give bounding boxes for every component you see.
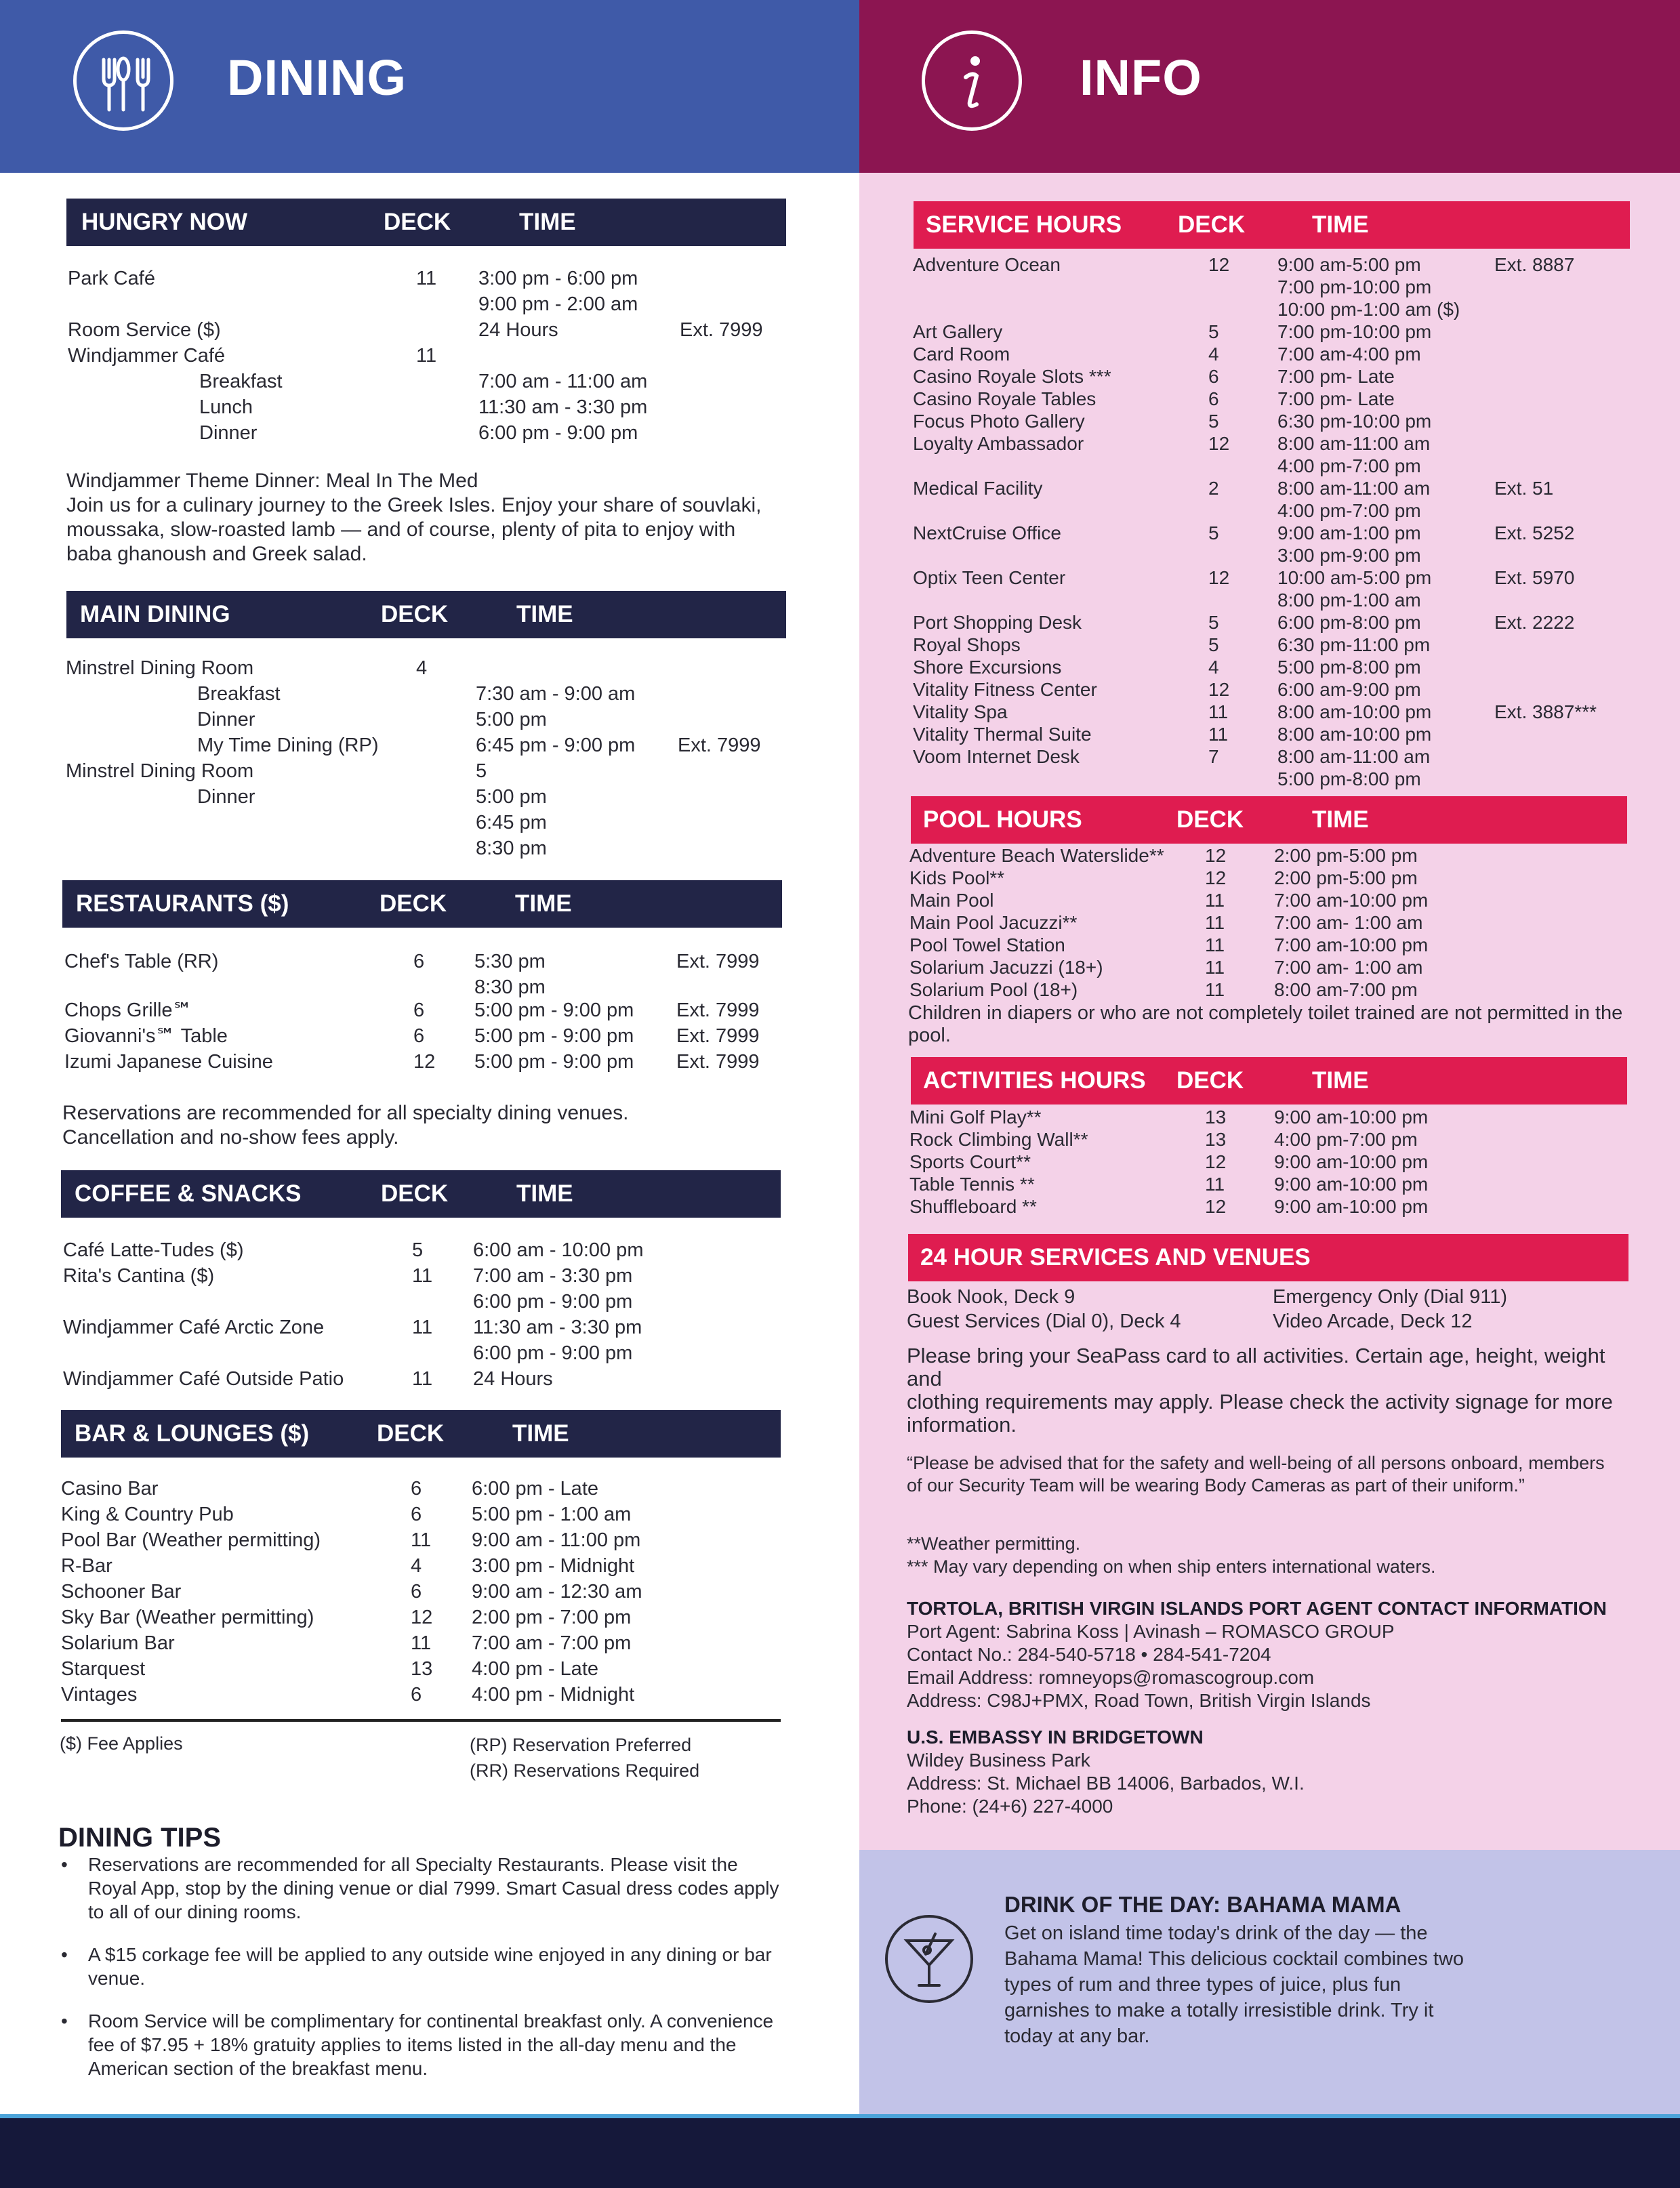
bars-name: Vintages [61, 1684, 138, 1706]
service-hours-time: 8:00 am-10:00 pm [1277, 701, 1432, 722]
bars-deck: 6 [411, 1684, 422, 1706]
service-hours-name: Royal Shops [913, 634, 1021, 655]
coffee-snacks-deck: 11 [412, 1317, 433, 1338]
service-hours-time: 7:00 pm- Late [1277, 366, 1395, 387]
service-hours-time: 9:00 am-1:00 pm [1277, 522, 1421, 543]
activities-hours-deck: 12 [1205, 1196, 1227, 1217]
coffee-snacks-name: Windjammer Café Outside Patio [63, 1368, 344, 1390]
pool-hours-header: POOL HOURS DECK TIME [911, 796, 1627, 844]
service-hours-time: 5:00 pm-8:00 pm [1277, 768, 1421, 789]
activities-hours-time: 9:00 am-10:00 pm [1274, 1196, 1429, 1217]
restaurants-ext: Ext. 7999 [676, 951, 760, 972]
activities-hours-time: 9:00 am-10:00 pm [1274, 1174, 1429, 1195]
pool-hours-time: 7:00 am-10:00 pm [1274, 890, 1429, 911]
service-hours-time: 7:00 am-4:00 pm [1277, 344, 1421, 365]
restaurants-time: 8:30 pm [474, 976, 546, 998]
info-icon [922, 30, 1022, 131]
restaurants-time: 5:00 pm - 9:00 pm [474, 1051, 634, 1073]
utensils-icon [73, 30, 173, 131]
service-hours-name: Voom Internet Desk [913, 746, 1080, 767]
port-agent-title: TORTOLA, BRITISH VIRGIN ISLANDS PORT AGENT CONTACT INFORMATION [907, 1598, 1607, 1619]
pool-hours-name: Solarium Jacuzzi (18+) [909, 957, 1103, 978]
bars-time: 3:00 pm - Midnight [472, 1555, 635, 1577]
legend-rp: (RP) Reservation Preferred [470, 1735, 692, 1755]
service-hours-name: Focus Photo Gallery [913, 411, 1085, 432]
service-hours-name: Vitality Thermal Suite [913, 724, 1092, 745]
restaurants-deck: 6 [413, 951, 425, 972]
port-agent-email: Email Address: romneyops@romascogroup.com [907, 1667, 1315, 1688]
coffee-snacks-deck: 11 [412, 1368, 433, 1390]
activities-hours-time: 4:00 pm-7:00 pm [1274, 1129, 1418, 1150]
service-hours-deck: 4 [1208, 344, 1219, 365]
bars-name: Starquest [61, 1658, 146, 1680]
bars-name: Solarium Bar [61, 1632, 175, 1654]
hungry-now-deck: 11 [416, 345, 437, 367]
dining-tips-list [58, 1853, 790, 2099]
hungry-now-time: 11:30 am - 3:30 pm [478, 396, 648, 418]
restaurants-time: 5:30 pm [474, 951, 546, 972]
service-hours-deck: 5 [1208, 522, 1219, 543]
service-hours-deck: 12 [1208, 567, 1230, 588]
service-hours-deck: 6 [1208, 388, 1219, 409]
main-dining-time: 5:00 pm [476, 786, 547, 808]
bars-deck: 4 [411, 1555, 422, 1577]
hungry-now-name: Lunch [199, 396, 253, 418]
pool-hours-time: 7:00 am- 1:00 am [1274, 912, 1423, 933]
pool-hours-name: Pool Towel Station [909, 934, 1065, 955]
dining-banner [0, 0, 859, 173]
cancellation-note: Cancellation and no-show fees apply. [62, 1126, 399, 1149]
bars-time: 4:00 pm - Late [472, 1658, 598, 1680]
pool-hours-deck: 11 [1205, 934, 1225, 955]
pool-hours-time: 2:00 pm-5:00 pm [1274, 867, 1418, 888]
service-hours-time: 7:00 pm- Late [1277, 388, 1395, 409]
theme-dinner-text: Join us for a culinary journey to the Greek Isles. Enjoy your share of souvlaki, moussaka, slow-roasted lamb — and of course, plenty of pita to enjoy with baba ghanoush and Greek salad. [66, 494, 762, 565]
activities-hours-name: Sports Court** [909, 1151, 1031, 1172]
service-hours-deck: 5 [1208, 411, 1219, 432]
port-agent-name: Port Agent: Sabrina Koss | Avinash – ROMASCO GROUP [907, 1621, 1395, 1642]
service-hours-name: Shore Excursions [913, 657, 1062, 678]
pool-hours-deck: 11 [1205, 890, 1225, 911]
service-hours-name: Medical Facility [913, 478, 1043, 499]
service-hours-deck: 4 [1208, 657, 1219, 678]
bars-time: 2:00 pm - 7:00 pm [472, 1607, 632, 1628]
coffee-snacks-time: 6:00 am - 10:00 pm [473, 1239, 644, 1261]
coffee-snacks-time: 11:30 am - 3:30 pm [473, 1317, 642, 1338]
main-dining-time: 8:30 pm [476, 838, 547, 859]
legend-rr: (RR) Reservations Required [470, 1760, 700, 1781]
drink-text: Get on island time today's drink of the day — the Bahama Mama! This delicious cocktail combines two types of rum and three types of juice, plus fun garnishes to make a totally irresistible drink. Try it today at any bar. [1004, 1922, 1464, 2047]
bars-time: 9:00 am - 12:30 am [472, 1581, 642, 1603]
service-hours-ext: Ext. 51 [1494, 478, 1554, 499]
service-hours-time: 6:30 pm-11:00 pm [1277, 634, 1431, 655]
pool-hours-time: 8:00 am-7:00 pm [1274, 979, 1418, 1000]
pool-hours-name: Solarium Pool (18+) [909, 979, 1078, 1000]
service-hours-time: 7:00 pm-10:00 pm [1277, 321, 1432, 342]
hungry-now-header: HUNGRY NOW DECK TIME [66, 199, 786, 246]
hungry-now-deck: 11 [416, 268, 437, 289]
bars-name: King & Country Pub [61, 1504, 234, 1525]
main-dining-name: Breakfast [197, 683, 281, 705]
reservations-note: Reservations are recommended for all specialty dining venues. [62, 1102, 629, 1124]
service-hours-time: 9:00 am-5:00 pm [1277, 254, 1421, 275]
service-hours-name: Casino Royale Tables [913, 388, 1097, 409]
restaurants-ext: Ext. 7999 [676, 1051, 760, 1073]
service-hours-deck: 12 [1208, 679, 1230, 700]
hungry-now-name: Dinner [199, 422, 258, 444]
pool-note: Children in diapers or who are not completely toilet trained are not permitted in the pool. [908, 1002, 1623, 1046]
service-hours-name: NextCruise Office [913, 522, 1061, 543]
info-banner [859, 0, 1680, 173]
bars-time: 4:00 pm - Midnight [472, 1684, 635, 1706]
restaurants-time: 5:00 pm - 9:00 pm [474, 999, 634, 1021]
bars-time: 6:00 pm - Late [472, 1478, 598, 1500]
service-hours-name: Vitality Fitness Center [913, 679, 1097, 700]
hungry-now-time: 7:00 am - 11:00 am [478, 371, 648, 392]
restaurants-name: Izumi Japanese Cuisine [64, 1051, 273, 1073]
coffee-snacks-time: 6:00 pm - 9:00 pm [473, 1291, 633, 1313]
coffee-snacks-time: 7:00 am - 3:30 pm [473, 1265, 633, 1287]
hungry-now-name: Windjammer Café [68, 345, 226, 367]
main-dining-name: Minstrel Dining Room [66, 760, 254, 782]
service-hours-time: 10:00 pm-1:00 am ($) [1277, 299, 1460, 320]
bars-deck: 12 [411, 1607, 433, 1628]
service-hours-time: 4:00 pm-7:00 pm [1277, 455, 1421, 476]
pool-hours-time: 7:00 am-10:00 pm [1274, 934, 1429, 955]
main-dining-header: MAIN DINING DECK TIME [66, 591, 786, 638]
bars-deck: 13 [411, 1658, 433, 1680]
seapass-note-2: clothing requirements may apply. Please check the activity signage for more information. [907, 1390, 1613, 1437]
coffee-snacks-deck: 11 [412, 1265, 433, 1287]
activities-hours-name: Mini Golf Play** [909, 1107, 1042, 1128]
service-hours-time: 7:00 pm-10:00 pm [1277, 276, 1432, 297]
embassy-title: U.S. EMBASSY IN BRIDGETOWN [907, 1727, 1204, 1748]
main-dining-time: 7:30 am - 9:00 am [476, 683, 636, 705]
activities-hours-name: Table Tennis ** [909, 1174, 1035, 1195]
activities-hours-name: Shuffleboard ** [909, 1196, 1037, 1217]
hungry-now-time: 6:00 pm - 9:00 pm [478, 422, 638, 444]
pool-hours-deck: 11 [1205, 979, 1225, 1000]
dining-tip: • Reservations are recommended for all Specialty Restaurants. Please visit the Royal App, stop by the dining venue or dial 7999. Smart Casual dress codes apply to all of our dining rooms. [58, 1853, 790, 1924]
coffee-snacks-time: 6:00 pm - 9:00 pm [473, 1342, 633, 1364]
service-hours-time: 8:00 am-11:00 am [1277, 746, 1431, 767]
coffee-snacks-deck: 5 [412, 1239, 424, 1261]
pool-hours-deck: 12 [1205, 845, 1227, 866]
main-dining-time: 6:45 pm - 9:00 pm [476, 735, 636, 756]
info-title: INFO [1080, 49, 1202, 106]
restaurants-deck: 6 [413, 999, 425, 1021]
security-note: “Please be advised that for the safety and well-being of all persons onboard, members of our Security Team will be wearing Body Cameras as part of their uniform.” [907, 1453, 1605, 1495]
service-hours-name: Port Shopping Desk [913, 612, 1082, 633]
pool-hours-time: 2:00 pm-5:00 pm [1274, 845, 1418, 866]
coffee-snacks-name: Rita's Cantina ($) [63, 1265, 215, 1287]
pool-hours-deck: 11 [1205, 957, 1225, 978]
service-hours-name: Art Gallery [913, 321, 1003, 342]
services-24-header: 24 HOUR SERVICES AND VENUES [908, 1234, 1628, 1281]
main-dining-deck: 4 [416, 657, 428, 679]
bars-deck: 6 [411, 1478, 422, 1500]
service-hours-name: Card Room [913, 344, 1010, 365]
restaurants-ext: Ext. 7999 [676, 999, 760, 1021]
service-hours-ext: Ext. 5252 [1494, 522, 1575, 543]
restaurants-name: Chops Grille℠ [64, 999, 193, 1021]
legend-fee: ($) Fee Applies [60, 1733, 183, 1754]
service-hours-name: Loyalty Ambassador [913, 433, 1084, 454]
legend-divider [61, 1719, 781, 1722]
restaurants-name: Chef's Table (RR) [64, 951, 219, 972]
restaurants-name: Giovanni's℠ Table [64, 1025, 228, 1047]
bars-name: Schooner Bar [61, 1581, 182, 1603]
dining-tip: • A $15 corkage fee will be applied to any outside wine enjoyed in any dining or bar venue. [58, 1943, 790, 1990]
service-hours-deck: 12 [1208, 254, 1230, 275]
hungry-now-name: Room Service ($) [68, 319, 221, 341]
service-hours-time: 3:00 pm-9:00 pm [1277, 545, 1421, 566]
hungry-now-time: 3:00 pm - 6:00 pm [478, 268, 638, 289]
service-hours-deck: 7 [1208, 746, 1219, 767]
bars-time: 9:00 am - 11:00 pm [472, 1529, 641, 1551]
activities-hours-time: 9:00 am-10:00 pm [1274, 1151, 1429, 1172]
service-hours-deck: 5 [1208, 321, 1219, 342]
activities-hours-deck: 12 [1205, 1151, 1227, 1172]
service-video-arcade: Video Arcade, Deck 12 [1273, 1310, 1473, 1332]
pool-hours-deck: 11 [1205, 912, 1225, 933]
bars-name: Pool Bar (Weather permitting) [61, 1529, 321, 1551]
dining-tips-title: DINING TIPS [58, 1823, 222, 1853]
service-hours-name: Vitality Spa [913, 701, 1008, 722]
main-dining-name: Minstrel Dining Room [66, 657, 254, 679]
service-hours-time: 6:00 am-9:00 pm [1277, 679, 1421, 700]
service-hours-time: 10:00 am-5:00 pm [1277, 567, 1432, 588]
dining-tip: • Room Service will be complimentary for continental breakfast only. A convenience fee of $7.95 + 18% gratuity applies to items listed in the all-day menu and the American section of the breakfast menu. [58, 2009, 790, 2080]
coffee-snacks-name: Windjammer Café Arctic Zone [63, 1317, 325, 1338]
activities-hours-deck: 13 [1205, 1107, 1227, 1128]
hungry-now-ext: Ext. 7999 [680, 319, 763, 341]
restaurants-ext: Ext. 7999 [676, 1025, 760, 1047]
hungry-now-time: 9:00 pm - 2:00 am [478, 293, 638, 315]
bars-time: 5:00 pm - 1:00 am [472, 1504, 632, 1525]
restaurants-deck: 12 [413, 1051, 436, 1073]
theme-dinner-title: Windjammer Theme Dinner: Meal In The Med [66, 470, 478, 492]
pool-hours-deck: 12 [1205, 867, 1227, 888]
service-hours-deck: 5 [1208, 634, 1219, 655]
service-hours-ext: Ext. 2222 [1494, 612, 1575, 633]
main-dining-name: Dinner [197, 786, 255, 808]
main-dining-name: Dinner [197, 709, 255, 730]
service-hours-deck: 12 [1208, 433, 1230, 454]
service-hours-time: 8:00 am-11:00 am [1277, 433, 1431, 454]
service-hours-ext: Ext. 3887*** [1494, 701, 1597, 722]
bars-name: Sky Bar (Weather permitting) [61, 1607, 314, 1628]
pool-hours-name: Adventure Beach Waterslide** [909, 845, 1164, 866]
service-hours-ext: Ext. 5970 [1494, 567, 1575, 588]
service-hours-deck: 2 [1208, 478, 1219, 499]
pool-hours-name: Kids Pool** [909, 867, 1005, 888]
intl-waters-footnote: *** May vary depending on when ship enters international waters. [907, 1556, 1436, 1577]
service-hours-time: 6:00 pm-8:00 pm [1277, 612, 1421, 633]
main-dining-time: 6:45 pm [476, 812, 547, 833]
activities-hours-time: 9:00 am-10:00 pm [1274, 1107, 1429, 1128]
service-hours-time: 8:00 pm-1:00 am [1277, 590, 1421, 611]
embassy-phone: Phone: (24+6) 227-4000 [907, 1796, 1113, 1817]
coffee-snacks-header: COFFEE & SNACKS DECK TIME [61, 1170, 781, 1218]
pool-hours-name: Main Pool [909, 890, 994, 911]
activities-hours-deck: 11 [1205, 1174, 1225, 1195]
port-agent-phone: Contact No.: 284-540-5718 • 284-541-7204 [907, 1644, 1271, 1665]
footer-bar [0, 2114, 1680, 2188]
weather-footnote: **Weather permitting. [907, 1533, 1081, 1554]
main-dining-ext: Ext. 7999 [678, 735, 761, 756]
seapass-note-1: Please bring your SeaPass card to all activities. Certain age, height, weight and [907, 1344, 1605, 1390]
main-dining-time: 5:00 pm [476, 709, 547, 730]
service-hours-deck: 5 [1208, 612, 1219, 633]
service-hours-time: 8:00 am-11:00 am [1277, 478, 1431, 499]
restaurants-time: 5:00 pm - 9:00 pm [474, 1025, 634, 1047]
service-hours-deck: 11 [1208, 724, 1229, 745]
service-hours-time: 5:00 pm-8:00 pm [1277, 657, 1421, 678]
drink-title: DRINK OF THE DAY: BAHAMA MAMA [1004, 1892, 1401, 1917]
service-hours-time: 4:00 pm-7:00 pm [1277, 500, 1421, 521]
pool-hours-name: Main Pool Jacuzzi** [909, 912, 1078, 933]
service-hours-ext: Ext. 8887 [1494, 254, 1575, 275]
service-hours-name: Adventure Ocean [913, 254, 1061, 275]
port-agent-address: Address: C98J+PMX, Road Town, British Virgin Islands [907, 1690, 1371, 1711]
embassy-address: Address: St. Michael BB 14006, Barbados, W.I. [907, 1773, 1305, 1794]
embassy-location: Wildey Business Park [907, 1750, 1090, 1771]
martini-icon [885, 1915, 973, 2003]
bars-deck: 11 [411, 1529, 432, 1551]
hungry-now-name: Park Café [68, 268, 155, 289]
service-hours-name: Optix Teen Center [913, 567, 1066, 588]
bars-deck: 11 [411, 1632, 432, 1654]
main-dining-time: 5 [476, 760, 487, 782]
main-dining-name: My Time Dining (RP) [197, 735, 379, 756]
hungry-now-name: Breakfast [199, 371, 283, 392]
service-book-nook: Book Nook, Deck 9 [907, 1286, 1075, 1308]
activities-hours-header: ACTIVITIES HOURS DECK TIME [911, 1057, 1627, 1105]
bars-name: Casino Bar [61, 1478, 159, 1500]
bars-name: R-Bar [61, 1555, 112, 1577]
service-guest-services: Guest Services (Dial 0), Deck 4 [907, 1310, 1181, 1332]
bars-header: BAR & LOUNGES ($) DECK TIME [61, 1410, 781, 1458]
service-hours-header: SERVICE HOURS DECK TIME [914, 201, 1630, 249]
bars-deck: 6 [411, 1581, 422, 1603]
bars-time: 7:00 am - 7:00 pm [472, 1632, 632, 1654]
service-hours-deck: 6 [1208, 366, 1219, 387]
activities-hours-name: Rock Climbing Wall** [909, 1129, 1088, 1150]
restaurants-header: RESTAURANTS ($) DECK TIME [62, 880, 782, 928]
service-hours-name: Casino Royale Slots *** [913, 366, 1111, 387]
bars-deck: 6 [411, 1504, 422, 1525]
pool-hours-time: 7:00 am- 1:00 am [1274, 957, 1423, 978]
hungry-now-time: 24 Hours [478, 319, 558, 341]
service-hours-time: 8:00 am-10:00 pm [1277, 724, 1432, 745]
service-hours-deck: 11 [1208, 701, 1229, 722]
service-hours-time: 6:30 pm-10:00 pm [1277, 411, 1432, 432]
dining-title: DINING [227, 49, 407, 106]
coffee-snacks-time: 24 Hours [473, 1368, 553, 1390]
restaurants-deck: 6 [413, 1025, 425, 1047]
coffee-snacks-name: Café Latte-Tudes ($) [63, 1239, 244, 1261]
activities-hours-deck: 13 [1205, 1129, 1227, 1150]
service-emergency: Emergency Only (Dial 911) [1273, 1286, 1507, 1308]
